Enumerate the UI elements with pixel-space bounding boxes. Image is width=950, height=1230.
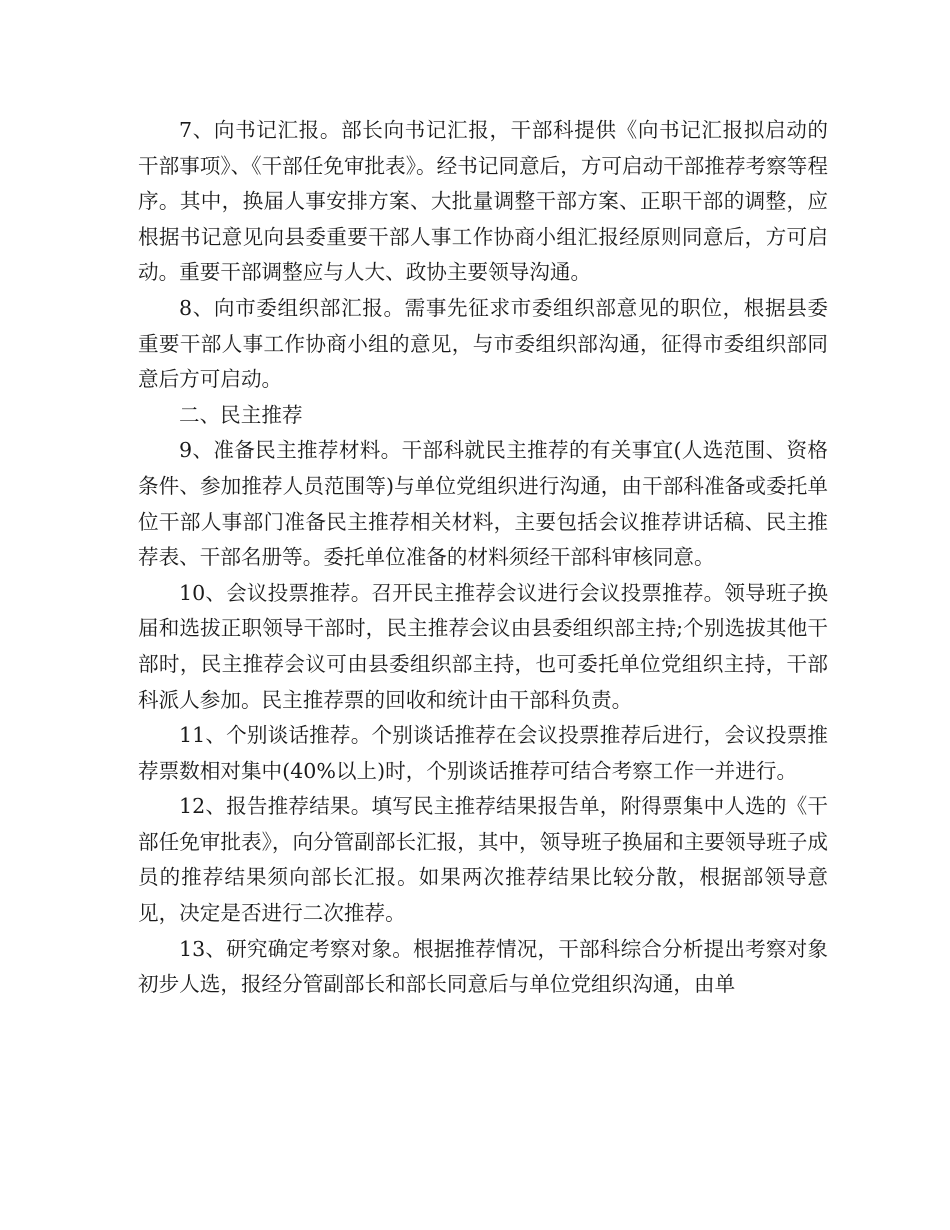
paragraph-9-prepare-materials: 9、准备民主推荐材料。干部科就民主推荐的有关事宜(人选范围、资格条件、参加推荐人员范围等)与单位党组织进行沟通，由干部科准备或委托单位干部人事部门准备民主推荐相关材料，主要包括会议推荐讲话稿、民主推荐表、干部名册等。委托单位准备的材料须经干部科审核同意。 bbox=[138, 438, 828, 570]
paragraph-10-meeting-vote: 10、会议投票推荐。召开民主推荐会议进行会议投票推荐。领导班子换届和选拔正职领导干部时，民主推荐会议由县委组织部主持;个别选拔其他干部时，民主推荐会议可由县委组织部主持，也可委托单位党组织主持，干部科派人参加。民主推荐票的回收和统计由干部科负责。 bbox=[138, 580, 828, 712]
document-body bbox=[138, 113, 828, 1003]
paragraph-8-report-to-city-organization-dept: 8、向市委组织部汇报。需事先征求市委组织部意见的职位，根据县委重要干部人事工作协商小组的意见，与市委组织部沟通，征得市委组织部同意后方可启动。 bbox=[138, 295, 828, 392]
paragraph-12-report-results: 12、报告推荐结果。填写民主推荐结果报告单，附得票集中人选的《干部任免审批表》，向分管副部长汇报，其中，领导班子换届和主要领导班子成员的推荐结果须向部长汇报。如果两次推荐结果比较分散，根据部领导意见，决定是否进行二次推荐。 bbox=[138, 794, 828, 926]
paragraph-13-determine-candidates: 13、研究确定考察对象。根据推荐情况，干部科综合分析提出考察对象初步人选，报经分管副部长和部长同意后与单位党组织沟通，由单 bbox=[138, 936, 828, 997]
section-heading-democratic-recommendation: 二、民主推荐 bbox=[179, 402, 303, 427]
paragraph-7-report-to-secretary: 7、向书记汇报。部长向书记汇报，干部科提供《向书记汇报拟启动的干部事项》、《干部任免审批表》。经书记同意后，方可启动干部推荐考察等程序。其中，换届人事安排方案、大批量调整干部方案、正职干部的调整，应根据书记意见向县委重要干部人事工作协商小组汇报经原则同意后，方可启动。重要干部调整应与人大、政协主要领导沟通。 bbox=[138, 118, 828, 285]
paragraph-11-individual-talks: 11、个别谈话推荐。个别谈话推荐在会议投票推荐后进行，会议投票推荐票数相对集中(40%以上)时，个别谈话推荐可结合考察工作一并进行。 bbox=[138, 723, 828, 783]
